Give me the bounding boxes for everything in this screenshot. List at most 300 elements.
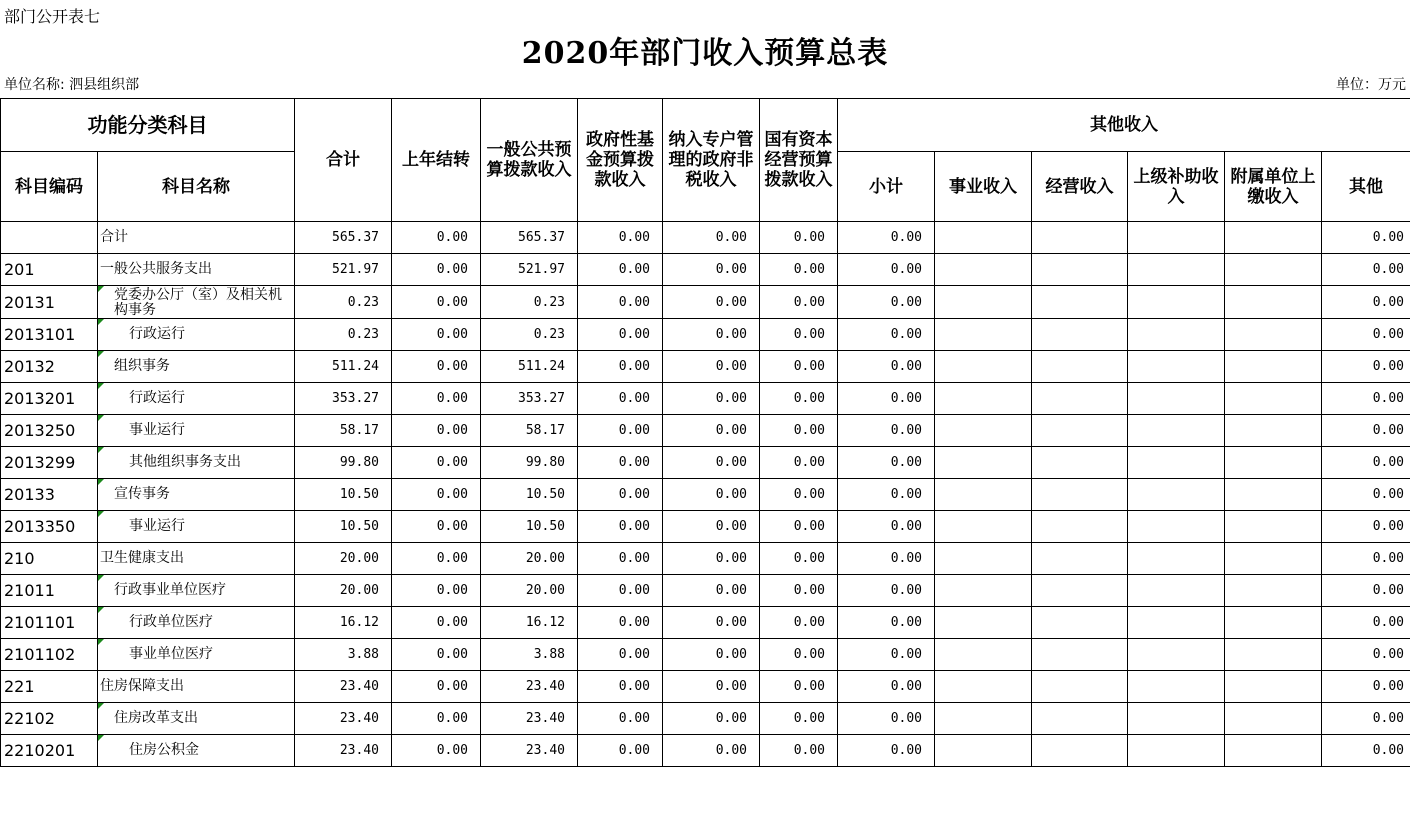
cell-general: 99.80 xyxy=(481,447,578,479)
cell-state-capital: 0.00 xyxy=(760,639,838,671)
cell-subtotal: 0.00 xyxy=(838,383,935,415)
cell-other: 0.00 xyxy=(1322,735,1410,767)
cell-name-text: 一般公共服务支出 xyxy=(100,261,212,277)
cell-other: 0.00 xyxy=(1322,286,1410,319)
cell-subtotal: 0.00 xyxy=(838,319,935,351)
cell-special-fund: 0.00 xyxy=(663,319,760,351)
cell-superior xyxy=(1128,415,1225,447)
cell-name xyxy=(98,607,295,639)
cell-carryover: 0.00 xyxy=(392,286,481,319)
cell-business xyxy=(935,511,1032,543)
cell-general: 511.24 xyxy=(481,351,578,383)
cell-gov-fund: 0.00 xyxy=(578,286,663,319)
cell-code: 2013299 xyxy=(1,447,98,479)
cell-gov-fund: 0.00 xyxy=(578,671,663,703)
cell-affiliated xyxy=(1225,479,1322,511)
cell-gov-fund: 0.00 xyxy=(578,319,663,351)
cell-code: 210 xyxy=(1,543,98,575)
cell-special-fund: 0.00 xyxy=(663,447,760,479)
cell-gov-fund: 0.00 xyxy=(578,254,663,286)
cell-special-fund: 0.00 xyxy=(663,607,760,639)
cell-marker-icon xyxy=(98,735,104,741)
cell-operating xyxy=(1032,575,1128,607)
cell-total: 23.40 xyxy=(295,671,392,703)
cell-gov-fund: 0.00 xyxy=(578,703,663,735)
cell-general: 23.40 xyxy=(481,703,578,735)
cell-special-fund: 0.00 xyxy=(663,543,760,575)
cell-name-text: 卫生健康支出 xyxy=(100,550,184,566)
header-func-class: 功能分类科目 xyxy=(1,99,295,152)
cell-operating xyxy=(1032,511,1128,543)
header-superior-subsidy: 上级补助收入 xyxy=(1128,152,1225,222)
cell-superior xyxy=(1128,735,1225,767)
cell-general: 58.17 xyxy=(481,415,578,447)
cell-state-capital: 0.00 xyxy=(760,671,838,703)
cell-state-capital: 0.00 xyxy=(760,222,838,254)
cell-total: 565.37 xyxy=(295,222,392,254)
cell-marker-icon xyxy=(98,319,104,325)
header-total: 合计 xyxy=(295,99,392,222)
cell-special-fund: 0.00 xyxy=(663,254,760,286)
cell-name-text: 行政运行 xyxy=(129,390,185,406)
cell-superior xyxy=(1128,319,1225,351)
form-label: 部门公开表七 xyxy=(4,7,101,26)
cell-affiliated xyxy=(1225,415,1322,447)
cell-name xyxy=(98,447,295,479)
cell-marker-icon xyxy=(98,447,104,453)
cell-gov-fund: 0.00 xyxy=(578,639,663,671)
table-row xyxy=(1,735,1410,767)
cell-marker-icon xyxy=(98,415,104,421)
cell-total: 58.17 xyxy=(295,415,392,447)
cell-carryover: 0.00 xyxy=(392,254,481,286)
cell-operating xyxy=(1032,447,1128,479)
cell-total: 353.27 xyxy=(295,383,392,415)
cell-business xyxy=(935,607,1032,639)
cell-business xyxy=(935,222,1032,254)
cell-subtotal: 0.00 xyxy=(838,639,935,671)
cell-subtotal: 0.00 xyxy=(838,351,935,383)
table-row xyxy=(1,319,1410,351)
cell-total: 20.00 xyxy=(295,543,392,575)
cell-affiliated xyxy=(1225,351,1322,383)
cell-subtotal: 0.00 xyxy=(838,543,935,575)
cell-name xyxy=(98,671,295,703)
cell-total: 99.80 xyxy=(295,447,392,479)
cell-name-text: 住房公积金 xyxy=(129,742,199,758)
cell-business xyxy=(935,447,1032,479)
cell-other: 0.00 xyxy=(1322,383,1410,415)
cell-general: 16.12 xyxy=(481,607,578,639)
cell-code: 2013201 xyxy=(1,383,98,415)
cell-total: 10.50 xyxy=(295,511,392,543)
cell-carryover: 0.00 xyxy=(392,479,481,511)
cell-name xyxy=(98,286,295,319)
cell-business xyxy=(935,639,1032,671)
header-business: 事业收入 xyxy=(935,152,1032,222)
header-operating: 经营收入 xyxy=(1032,152,1128,222)
cell-total: 23.40 xyxy=(295,703,392,735)
cell-general: 20.00 xyxy=(481,575,578,607)
cell-state-capital: 0.00 xyxy=(760,415,838,447)
cell-superior xyxy=(1128,575,1225,607)
cell-other: 0.00 xyxy=(1322,254,1410,286)
cell-carryover: 0.00 xyxy=(392,575,481,607)
cell-other: 0.00 xyxy=(1322,511,1410,543)
cell-affiliated xyxy=(1225,639,1322,671)
cell-name xyxy=(98,319,295,351)
cell-carryover: 0.00 xyxy=(392,671,481,703)
cell-special-fund: 0.00 xyxy=(663,511,760,543)
cell-subtotal: 0.00 xyxy=(838,607,935,639)
cell-other: 0.00 xyxy=(1322,639,1410,671)
cell-superior xyxy=(1128,447,1225,479)
cell-general: 23.40 xyxy=(481,735,578,767)
cell-gov-fund: 0.00 xyxy=(578,222,663,254)
cell-name xyxy=(98,383,295,415)
cell-name-text: 事业运行 xyxy=(129,422,185,438)
cell-gov-fund: 0.00 xyxy=(578,479,663,511)
cell-gov-fund: 0.00 xyxy=(578,447,663,479)
cell-total: 16.12 xyxy=(295,607,392,639)
cell-state-capital: 0.00 xyxy=(760,735,838,767)
cell-name xyxy=(98,703,295,735)
cell-affiliated xyxy=(1225,383,1322,415)
cell-carryover: 0.00 xyxy=(392,639,481,671)
cell-special-fund: 0.00 xyxy=(663,735,760,767)
cell-marker-icon xyxy=(98,351,104,357)
cell-operating xyxy=(1032,543,1128,575)
cell-affiliated xyxy=(1225,286,1322,319)
table-row xyxy=(1,479,1410,511)
cell-code: 201 xyxy=(1,254,98,286)
cell-code: 2013350 xyxy=(1,511,98,543)
header-gov-fund: 政府性基金预算拨款收入 xyxy=(578,99,663,222)
table-row xyxy=(1,639,1410,671)
cell-code: 22102 xyxy=(1,703,98,735)
cell-superior xyxy=(1128,254,1225,286)
cell-business xyxy=(935,543,1032,575)
table-row xyxy=(1,222,1410,254)
table-row xyxy=(1,543,1410,575)
cell-business xyxy=(935,383,1032,415)
cell-state-capital: 0.00 xyxy=(760,607,838,639)
cell-superior xyxy=(1128,607,1225,639)
cell-superior xyxy=(1128,511,1225,543)
cell-affiliated xyxy=(1225,543,1322,575)
header-other: 其他 xyxy=(1322,152,1410,222)
cell-operating xyxy=(1032,383,1128,415)
table-body xyxy=(1,222,1410,767)
cell-special-fund: 0.00 xyxy=(663,671,760,703)
cell-marker-icon xyxy=(98,607,104,613)
cell-gov-fund: 0.00 xyxy=(578,607,663,639)
cell-marker-icon xyxy=(98,511,104,517)
cell-total: 0.23 xyxy=(295,319,392,351)
table-row xyxy=(1,383,1410,415)
cell-affiliated xyxy=(1225,735,1322,767)
cell-gov-fund: 0.00 xyxy=(578,351,663,383)
cell-operating xyxy=(1032,351,1128,383)
cell-special-fund: 0.00 xyxy=(663,639,760,671)
cell-general: 3.88 xyxy=(481,639,578,671)
cell-name-text: 其他组织事务支出 xyxy=(129,454,241,470)
cell-carryover: 0.00 xyxy=(392,383,481,415)
page-title: 2020年部门收入预算总表 xyxy=(521,36,889,71)
header-code: 科目编码 xyxy=(1,152,98,222)
cell-state-capital: 0.00 xyxy=(760,447,838,479)
cell-subtotal: 0.00 xyxy=(838,286,935,319)
cell-total: 3.88 xyxy=(295,639,392,671)
cell-state-capital: 0.00 xyxy=(760,351,838,383)
cell-carryover: 0.00 xyxy=(392,222,481,254)
cell-superior xyxy=(1128,351,1225,383)
header-affiliated: 附属单位上缴收入 xyxy=(1225,152,1322,222)
cell-other: 0.00 xyxy=(1322,415,1410,447)
header-name: 科目名称 xyxy=(98,152,295,222)
cell-operating xyxy=(1032,286,1128,319)
cell-affiliated xyxy=(1225,607,1322,639)
cell-business xyxy=(935,415,1032,447)
cell-business xyxy=(935,254,1032,286)
cell-name-text: 事业单位医疗 xyxy=(129,646,213,662)
cell-subtotal: 0.00 xyxy=(838,222,935,254)
cell-business xyxy=(935,575,1032,607)
cell-subtotal: 0.00 xyxy=(838,735,935,767)
cell-general: 353.27 xyxy=(481,383,578,415)
table-row xyxy=(1,511,1410,543)
cell-marker-icon xyxy=(98,286,104,292)
table-row xyxy=(1,415,1410,447)
header-general-budget: 一般公共预算拨款收入 xyxy=(481,99,578,222)
cell-superior xyxy=(1128,671,1225,703)
cell-other: 0.00 xyxy=(1322,351,1410,383)
cell-marker-icon xyxy=(98,703,104,709)
cell-gov-fund: 0.00 xyxy=(578,735,663,767)
header-special-fund: 纳入专户管理的政府非税收入 xyxy=(663,99,760,222)
cell-total: 10.50 xyxy=(295,479,392,511)
cell-total: 521.97 xyxy=(295,254,392,286)
cell-name xyxy=(98,639,295,671)
cell-name-text: 行政单位医疗 xyxy=(129,614,213,630)
cell-business xyxy=(935,671,1032,703)
cell-state-capital: 0.00 xyxy=(760,511,838,543)
cell-operating xyxy=(1032,479,1128,511)
cell-other: 0.00 xyxy=(1322,575,1410,607)
cell-operating xyxy=(1032,607,1128,639)
cell-special-fund: 0.00 xyxy=(663,351,760,383)
cell-name xyxy=(98,511,295,543)
cell-other: 0.00 xyxy=(1322,222,1410,254)
cell-name xyxy=(98,735,295,767)
table-row xyxy=(1,286,1410,319)
cell-affiliated xyxy=(1225,447,1322,479)
cell-superior xyxy=(1128,222,1225,254)
cell-name-text: 事业运行 xyxy=(129,518,185,534)
cell-business xyxy=(935,735,1032,767)
income-budget-table xyxy=(0,98,1410,767)
table-row xyxy=(1,607,1410,639)
cell-state-capital: 0.00 xyxy=(760,319,838,351)
cell-code: 20133 xyxy=(1,479,98,511)
cell-marker-icon xyxy=(98,479,104,485)
cell-business xyxy=(935,319,1032,351)
cell-other: 0.00 xyxy=(1322,447,1410,479)
cell-operating xyxy=(1032,415,1128,447)
cell-name xyxy=(98,543,295,575)
cell-general: 20.00 xyxy=(481,543,578,575)
cell-affiliated xyxy=(1225,319,1322,351)
cell-code: 221 xyxy=(1,671,98,703)
cell-business xyxy=(935,479,1032,511)
cell-name-text: 合计 xyxy=(100,229,128,245)
table-row xyxy=(1,447,1410,479)
cell-other: 0.00 xyxy=(1322,607,1410,639)
cell-subtotal: 0.00 xyxy=(838,254,935,286)
cell-gov-fund: 0.00 xyxy=(578,383,663,415)
cell-subtotal: 0.00 xyxy=(838,479,935,511)
cell-name xyxy=(98,415,295,447)
cell-business xyxy=(935,351,1032,383)
cell-subtotal: 0.00 xyxy=(838,671,935,703)
cell-affiliated xyxy=(1225,222,1322,254)
cell-other: 0.00 xyxy=(1322,671,1410,703)
cell-business xyxy=(935,703,1032,735)
header-carryover: 上年结转 xyxy=(392,99,481,222)
cell-gov-fund: 0.00 xyxy=(578,511,663,543)
cell-carryover: 0.00 xyxy=(392,447,481,479)
cell-general: 0.23 xyxy=(481,286,578,319)
cell-subtotal: 0.00 xyxy=(838,415,935,447)
cell-code: 20132 xyxy=(1,351,98,383)
cell-carryover: 0.00 xyxy=(392,607,481,639)
header-subtotal: 小计 xyxy=(838,152,935,222)
cell-code: 2013250 xyxy=(1,415,98,447)
cell-other: 0.00 xyxy=(1322,543,1410,575)
cell-operating xyxy=(1032,254,1128,286)
cell-affiliated xyxy=(1225,671,1322,703)
cell-superior xyxy=(1128,286,1225,319)
cell-business xyxy=(935,286,1032,319)
cell-name xyxy=(98,254,295,286)
cell-carryover: 0.00 xyxy=(392,415,481,447)
cell-name-text: 住房改革支出 xyxy=(114,710,198,726)
header-state-capital: 国有资本经营预算拨款收入 xyxy=(760,99,838,222)
cell-state-capital: 0.00 xyxy=(760,383,838,415)
cell-general: 0.23 xyxy=(481,319,578,351)
cell-operating xyxy=(1032,639,1128,671)
cell-operating xyxy=(1032,671,1128,703)
header-other-income: 其他收入 xyxy=(838,99,1410,152)
cell-marker-icon xyxy=(98,383,104,389)
cell-special-fund: 0.00 xyxy=(663,383,760,415)
cell-carryover: 0.00 xyxy=(392,511,481,543)
cell-code xyxy=(1,222,98,254)
cell-name-text: 党委办公厅（室）及相关机构事务 xyxy=(114,287,282,318)
table-row xyxy=(1,703,1410,735)
cell-state-capital: 0.00 xyxy=(760,254,838,286)
table-row xyxy=(1,671,1410,703)
cell-superior xyxy=(1128,383,1225,415)
cell-superior xyxy=(1128,639,1225,671)
cell-affiliated xyxy=(1225,254,1322,286)
cell-affiliated xyxy=(1225,703,1322,735)
cell-code: 21011 xyxy=(1,575,98,607)
cell-code: 2101101 xyxy=(1,607,98,639)
cell-affiliated xyxy=(1225,575,1322,607)
cell-subtotal: 0.00 xyxy=(838,703,935,735)
cell-special-fund: 0.00 xyxy=(663,415,760,447)
cell-operating xyxy=(1032,222,1128,254)
cell-general: 521.97 xyxy=(481,254,578,286)
cell-name xyxy=(98,222,295,254)
cell-operating xyxy=(1032,703,1128,735)
cell-special-fund: 0.00 xyxy=(663,479,760,511)
cell-superior xyxy=(1128,703,1225,735)
cell-carryover: 0.00 xyxy=(392,351,481,383)
cell-name xyxy=(98,575,295,607)
cell-general: 23.40 xyxy=(481,671,578,703)
cell-carryover: 0.00 xyxy=(392,543,481,575)
cell-special-fund: 0.00 xyxy=(663,222,760,254)
cell-gov-fund: 0.00 xyxy=(578,415,663,447)
cell-carryover: 0.00 xyxy=(392,319,481,351)
cell-gov-fund: 0.00 xyxy=(578,575,663,607)
cell-special-fund: 0.00 xyxy=(663,286,760,319)
cell-other: 0.00 xyxy=(1322,479,1410,511)
cell-total: 20.00 xyxy=(295,575,392,607)
cell-code: 20131 xyxy=(1,286,98,319)
cell-carryover: 0.00 xyxy=(392,735,481,767)
cell-general: 565.37 xyxy=(481,222,578,254)
cell-special-fund: 0.00 xyxy=(663,703,760,735)
cell-code: 2013101 xyxy=(1,319,98,351)
cell-superior xyxy=(1128,479,1225,511)
cell-code: 2101102 xyxy=(1,639,98,671)
cell-name-text: 组织事务 xyxy=(114,358,170,374)
cell-name xyxy=(98,351,295,383)
table-row xyxy=(1,254,1410,286)
cell-state-capital: 0.00 xyxy=(760,543,838,575)
cell-carryover: 0.00 xyxy=(392,703,481,735)
cell-total: 511.24 xyxy=(295,351,392,383)
unit-name: 单位名称: 泗县组织部 xyxy=(4,77,140,93)
cell-other: 0.00 xyxy=(1322,319,1410,351)
cell-affiliated xyxy=(1225,511,1322,543)
cell-subtotal: 0.00 xyxy=(838,511,935,543)
cell-state-capital: 0.00 xyxy=(760,479,838,511)
cell-subtotal: 0.00 xyxy=(838,447,935,479)
cell-name-text: 住房保障支出 xyxy=(100,678,184,694)
cell-superior xyxy=(1128,543,1225,575)
cell-code: 2210201 xyxy=(1,735,98,767)
cell-general: 10.50 xyxy=(481,511,578,543)
cell-operating xyxy=(1032,735,1128,767)
cell-marker-icon xyxy=(98,639,104,645)
cell-general: 10.50 xyxy=(481,479,578,511)
table-row xyxy=(1,575,1410,607)
cell-operating xyxy=(1032,319,1128,351)
cell-name-text: 行政运行 xyxy=(129,326,185,342)
cell-state-capital: 0.00 xyxy=(760,575,838,607)
cell-name-text: 宣传事务 xyxy=(114,486,170,502)
cell-total: 0.23 xyxy=(295,286,392,319)
cell-state-capital: 0.00 xyxy=(760,703,838,735)
cell-marker-icon xyxy=(98,575,104,581)
cell-special-fund: 0.00 xyxy=(663,575,760,607)
cell-name-text: 行政事业单位医疗 xyxy=(114,582,226,598)
cell-total: 23.40 xyxy=(295,735,392,767)
